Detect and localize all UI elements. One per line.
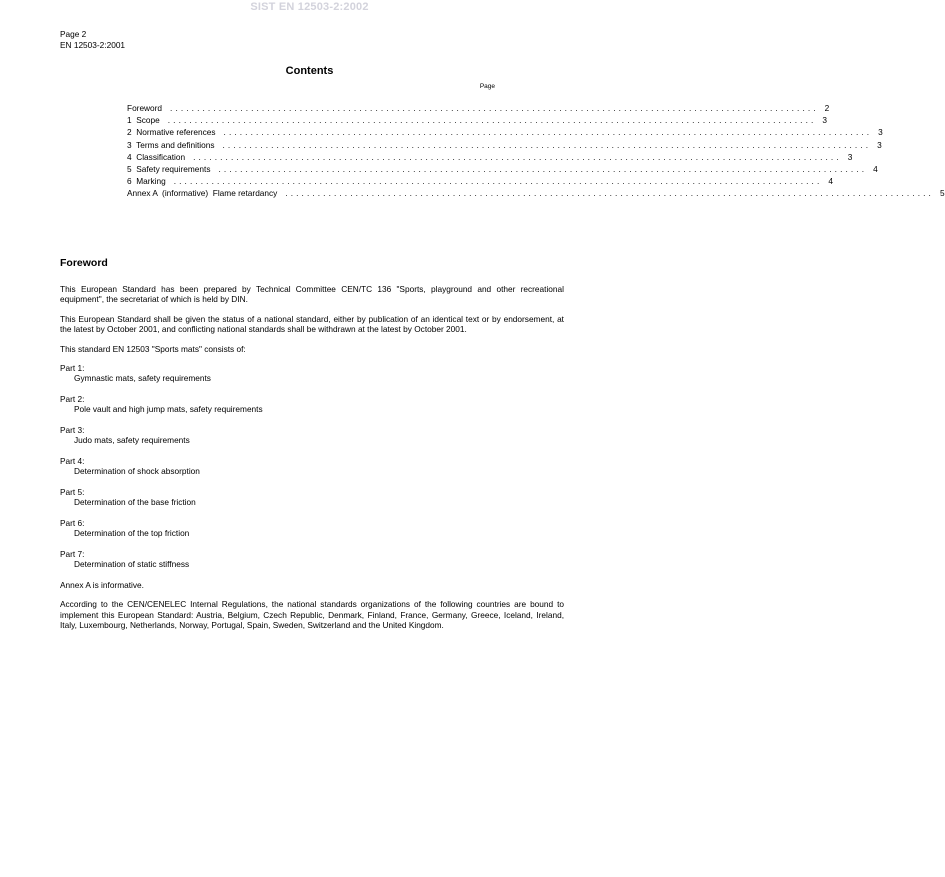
part-number: Part 5: xyxy=(60,487,85,498)
part-item xyxy=(60,549,564,570)
toc-entry[interactable] xyxy=(127,163,878,176)
toc-entry[interactable] xyxy=(127,115,828,127)
toc-entry-label: Foreword xyxy=(127,103,163,113)
part-title: Determination of static stiffness xyxy=(74,559,190,570)
document-id: EN 12503-2:2001 xyxy=(60,40,126,50)
part-title: Judo mats, safety requirements xyxy=(74,435,190,446)
toc-leader-dots: ........................................................................................................................ xyxy=(222,139,872,150)
toc-entry[interactable] xyxy=(127,151,853,164)
toc-entry-label: Annex A (informative) Flame retardancy xyxy=(127,188,278,199)
toc-entry[interactable] xyxy=(127,176,833,188)
table-of-contents xyxy=(127,103,945,201)
toc-entry[interactable] xyxy=(127,188,945,200)
toc-entry-page: 3 xyxy=(878,127,883,138)
toc-entry-label: 2 Normative references xyxy=(127,127,216,138)
toc-entry-page: 5 xyxy=(939,188,945,199)
part-item xyxy=(60,394,564,415)
toc-entry-label: 1 Scope xyxy=(127,115,160,126)
toc-entry-label: 3 Terms and definitions xyxy=(127,139,215,150)
part-number: Part 7: xyxy=(60,549,85,560)
toc-entry[interactable] xyxy=(127,139,882,152)
foreword-body xyxy=(60,284,564,640)
annex-note: Annex A is informative. xyxy=(60,580,144,591)
part-item xyxy=(60,456,564,477)
foreword-paragraph: This European Standard shall be given the status of a national standard, either by publication of an identical text or by endorsement, at the latest by October 2001, and conflicting national standards shall be withdrawn at the latest by October 2001. xyxy=(60,313,564,335)
toc-entry-label: 5 Safety requirements xyxy=(127,163,211,174)
part-number: Part 3: xyxy=(60,425,85,436)
closing-paragraph: According to the CEN/CENELEC Internal Regulations, the national standards organizations of the following countries are bound to implement this European Standard: Austria, Belgium, Czech Republic, Denmark, Finland, France, Germany, Greece, Iceland, Ireland, Italy, Luxembourg, Netherlands, Norway, Portugal, Spain, Sweden, Switzerland and the United Kingdom. xyxy=(60,599,564,631)
part-title: Determination of the base friction xyxy=(74,497,196,508)
part-title: Determination of shock absorption xyxy=(74,466,200,477)
toc-leader-dots: ........................................................................................................................ xyxy=(170,103,819,113)
page-header xyxy=(60,29,125,51)
part-number: Part 1: xyxy=(60,363,85,374)
toc-entry-page: 3 xyxy=(877,139,882,150)
toc-leader-dots: ........................................................................................................................ xyxy=(223,127,873,138)
toc-entry-page: 4 xyxy=(828,176,833,187)
toc-leader-dots: ........................................................................................................................ xyxy=(173,176,823,187)
toc-leader-dots: ........................................................................................................................ xyxy=(218,163,868,174)
part-item xyxy=(60,363,564,384)
part-item xyxy=(60,425,564,446)
toc-entry[interactable] xyxy=(127,103,830,115)
part-title: Determination of the top friction xyxy=(74,528,190,539)
toc-entry-label: 4 Classification xyxy=(127,151,186,162)
watermark: SIST EN 12503-2:2002 xyxy=(250,1,369,13)
part-item xyxy=(60,487,564,508)
part-title: Gymnastic mats, safety requirements xyxy=(74,373,211,384)
foreword-heading: Foreword xyxy=(60,257,108,269)
toc-entry[interactable] xyxy=(127,127,883,139)
part-number: Part 6: xyxy=(60,518,85,529)
part-number: Part 2: xyxy=(60,394,85,405)
foreword-paragraph: This European Standard has been prepared by Technical Committee CEN/TC 136 "Sports, playground and other recreational equipment", the secretariat of which is held by DIN. xyxy=(60,284,564,305)
page-column-label: Page xyxy=(479,83,495,90)
toc-leader-dots: ........................................................................................................................ xyxy=(167,115,817,126)
toc-entry-page: 3 xyxy=(847,151,853,162)
part-item xyxy=(60,518,564,539)
toc-leader-dots: ........................................................................................................................ xyxy=(193,151,842,162)
page-number: Page 2 xyxy=(60,29,87,39)
part-title: Pole vault and high jump mats, safety requirements xyxy=(74,404,263,415)
part-number: Part 4: xyxy=(60,456,85,467)
toc-entry-page: 2 xyxy=(824,103,830,113)
toc-entry-page: 3 xyxy=(822,115,828,126)
toc-leader-dots: ........................................................................................................................ xyxy=(285,188,934,199)
contents-title: Contents xyxy=(285,65,334,77)
toc-entry-label: 6 Marking xyxy=(127,176,166,187)
toc-entry-page: 4 xyxy=(873,163,878,174)
foreword-paragraph: This standard EN 12503 "Sports mats" consists of: xyxy=(60,343,246,354)
